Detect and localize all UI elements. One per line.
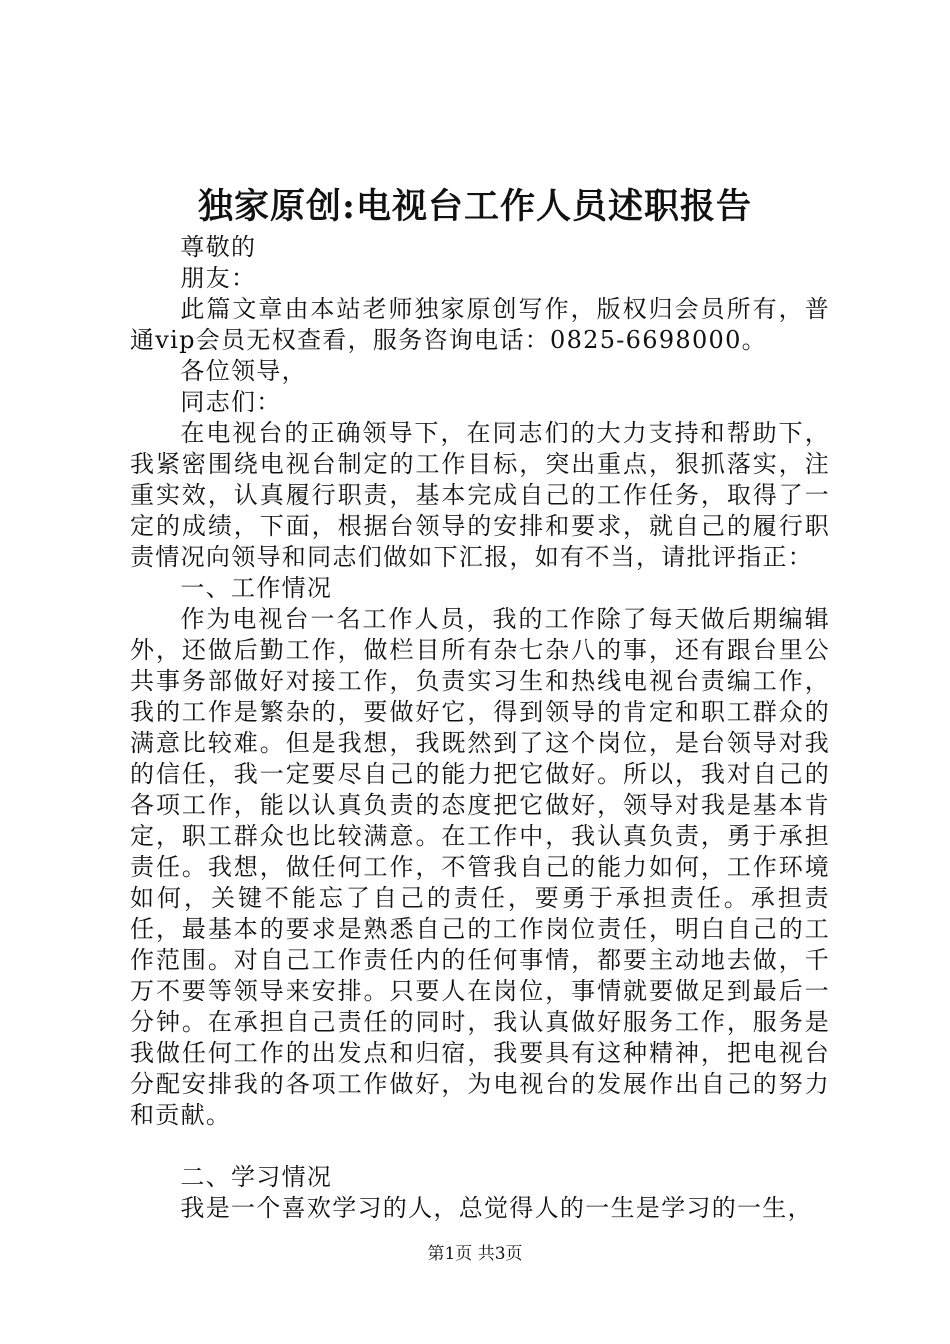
greeting-leaders: 各位领导， bbox=[180, 357, 307, 385]
page-footer: 第1页 共3页 bbox=[427, 1244, 523, 1264]
salutation-line-1: 尊敬的 bbox=[180, 233, 257, 261]
copyright-notice: 此篇文章由本站老师独家原创写作，版权归会员所有，普通vip会员无权查看，服务咨询电话：0825-6698000。 bbox=[130, 295, 830, 354]
intro-paragraph: 在电视台的正确领导下，在同志们的大力支持和帮助下，我紧密围绕电视台制定的工作目标，突出重点，狠抓落实，注重实效，认真履行职责，基本完成自己的工作任务，取得了一定的成绩，下面，根据台领导的安排和要求，就自己的履行职责情况向领导和同志们做如下汇报，如有不当，请批评指正： bbox=[130, 419, 830, 571]
document-title: 独家原创:电视台工作人员述职报告 bbox=[198, 186, 752, 227]
salutation-line-2: 朋友： bbox=[180, 264, 257, 292]
section-heading-work: 一、工作情况 bbox=[180, 574, 333, 602]
document-body bbox=[130, 232, 830, 1224]
greeting-comrades: 同志们： bbox=[180, 388, 282, 416]
study-paragraph: 我是一个喜欢学习的人，总觉得人的一生是学习的一生， bbox=[180, 1194, 813, 1222]
section-heading-study: 二、学习情况 bbox=[180, 1163, 333, 1191]
work-paragraph: 作为电视台一名工作人员，我的工作除了每天做后期编辑外，还做后勤工作，做栏目所有杂七杂八的事，还有跟台里公共事务部做好对接工作，负责实习生和热线电视台责编工作，我的工作是繁杂的，要做好它，得到领导的肯定和职工群众的满意比较难。但是我想，我既然到了这个岗位，是台领导对我的信任，我一定要尽自己的能力把它做好。所以，我对自己的各项工作，能以认真负责的态度把它做好，领导对我是基本肯定，职工群众也比较满意。在工作中，我认真负责，勇于承担责任。我想，做任何工作，不管我自己的能力如何，工作环境如何，关键不能忘了自己的责任，要勇于承担责任。承担责任，最基本的要求是熟悉自己的工作岗位责任，明白自己的工作范围。对自己工作责任内的任何事情，都要主动地去做，千万不要等领导来安排。只要人在岗位，事情就要做足到最后一分钟。在承担自己责任的同时，我认真做好服务工作，服务是我做任何工作的出发点和归宿，我要具有这种精神，把电视台分配安排我的各项工作做好，为电视台的发展作出自己的努力和贡献。 bbox=[130, 605, 830, 1129]
